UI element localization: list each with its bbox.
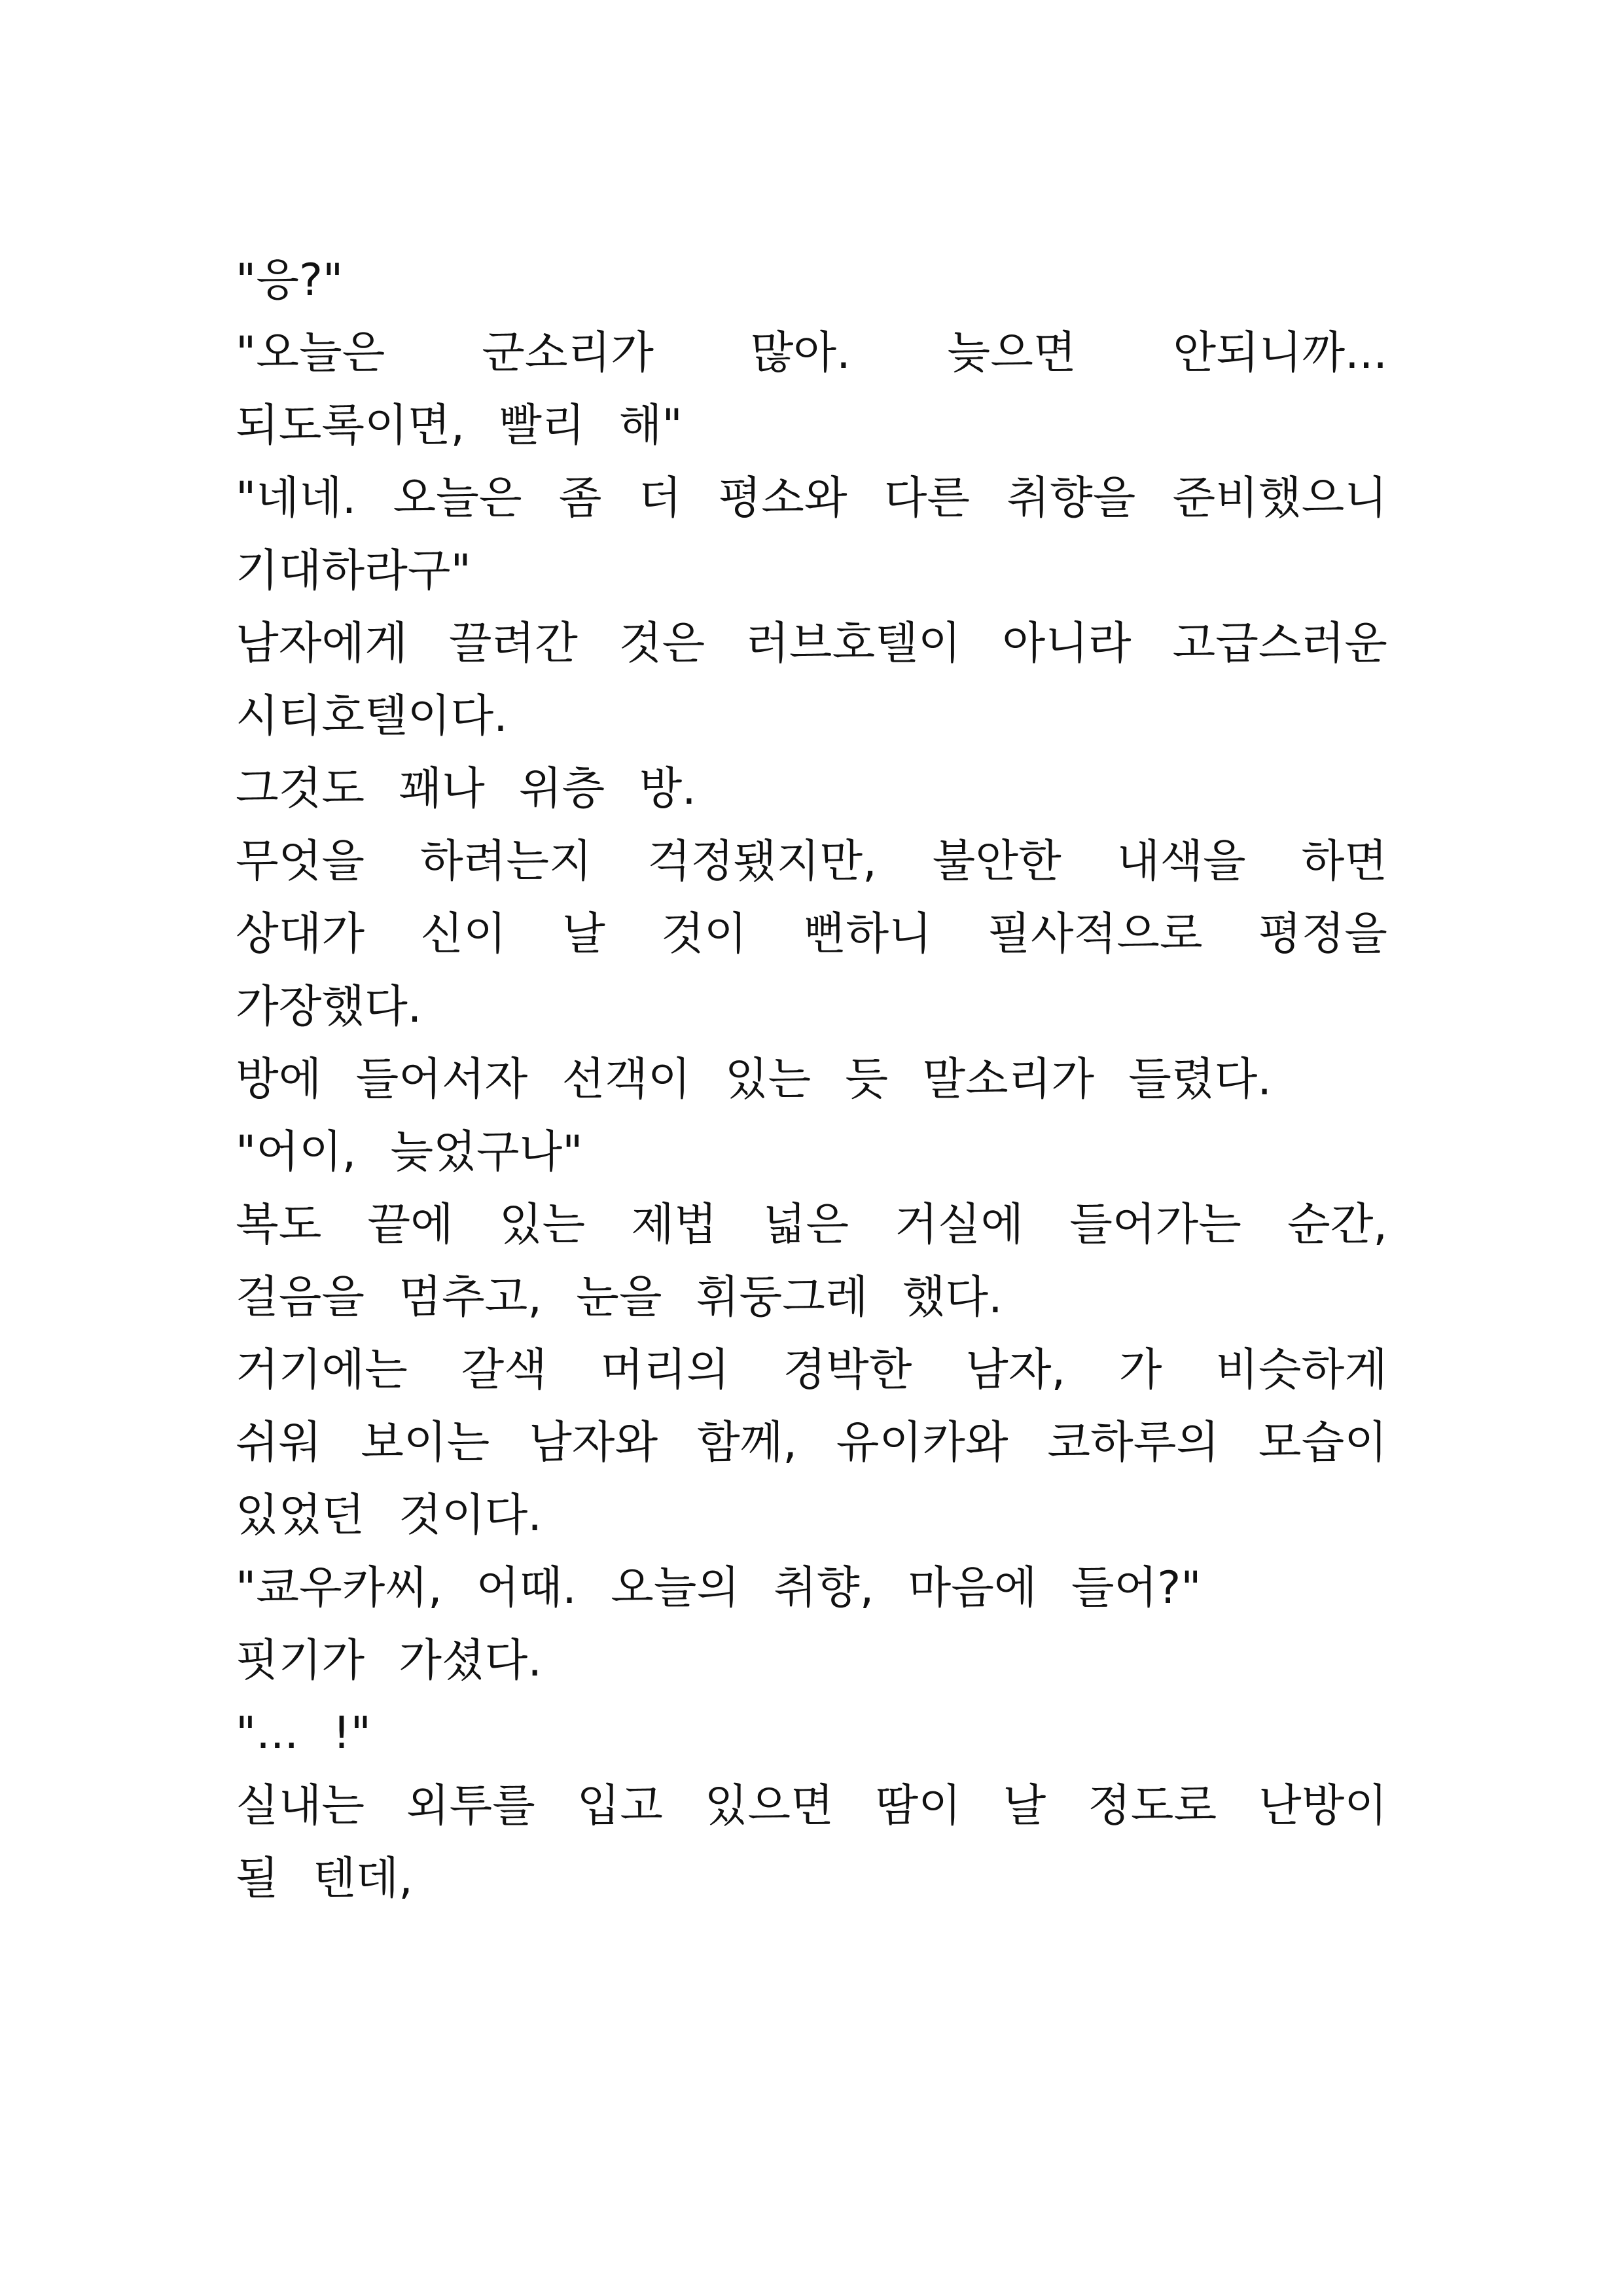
paragraph: 방에 들어서자 선객이 있는 듯 말소리가 들렸다.	[236, 1054, 1272, 1105]
paragraph: 그것도 꽤나 위층 방.	[236, 763, 696, 815]
paragraph: "... !"	[236, 1708, 371, 1759]
paragraph: "네네. 오늘은 좀 더 평소와 다른 취향을 준비했으니 기대하라구"	[236, 473, 1387, 597]
paragraph: "응?"	[236, 255, 344, 306]
paragraph: "쿄우카씨, 어때. 오늘의 취향, 마음에 들어?"	[236, 1562, 1202, 1614]
paragraph: 실내는 외투를 입고 있으면 땀이 날 정도로 난방이 될 텐데,	[236, 1780, 1387, 1905]
paragraph: 무엇을 하려는지 걱정됐지만, 불안한 내색을 하면 상대가 신이 날 것이 뻔하니 필사적으로 평정을 가장했다.	[236, 836, 1387, 1033]
paragraph: 복도 끝에 있는 제법 넓은 거실에 들어가는 순간, 걸음을 멈추고, 눈을 휘둥그레 했다.	[236, 1199, 1387, 1323]
paragraph: 남자에게 끌려간 것은 러브호텔이 아니라 고급스러운 시티호텔이다.	[236, 618, 1387, 742]
paragraph: 거기에는 갈색 머리의 경박한 남자, 가 비슷하게 쉬워 보이는 남자와 함께, 유이카와 코하루의 모습이 있었던 것이다.	[236, 1344, 1387, 1541]
body-text	[236, 244, 1387, 1915]
paragraph: 핏기가 가셨다.	[236, 1635, 542, 1687]
paragraph: "오늘은 군소리가 많아. 늦으면 안되니까... 되도록이면, 빨리 해"	[236, 327, 1387, 452]
paragraph: "어이, 늦었구나"	[236, 1126, 583, 1178]
